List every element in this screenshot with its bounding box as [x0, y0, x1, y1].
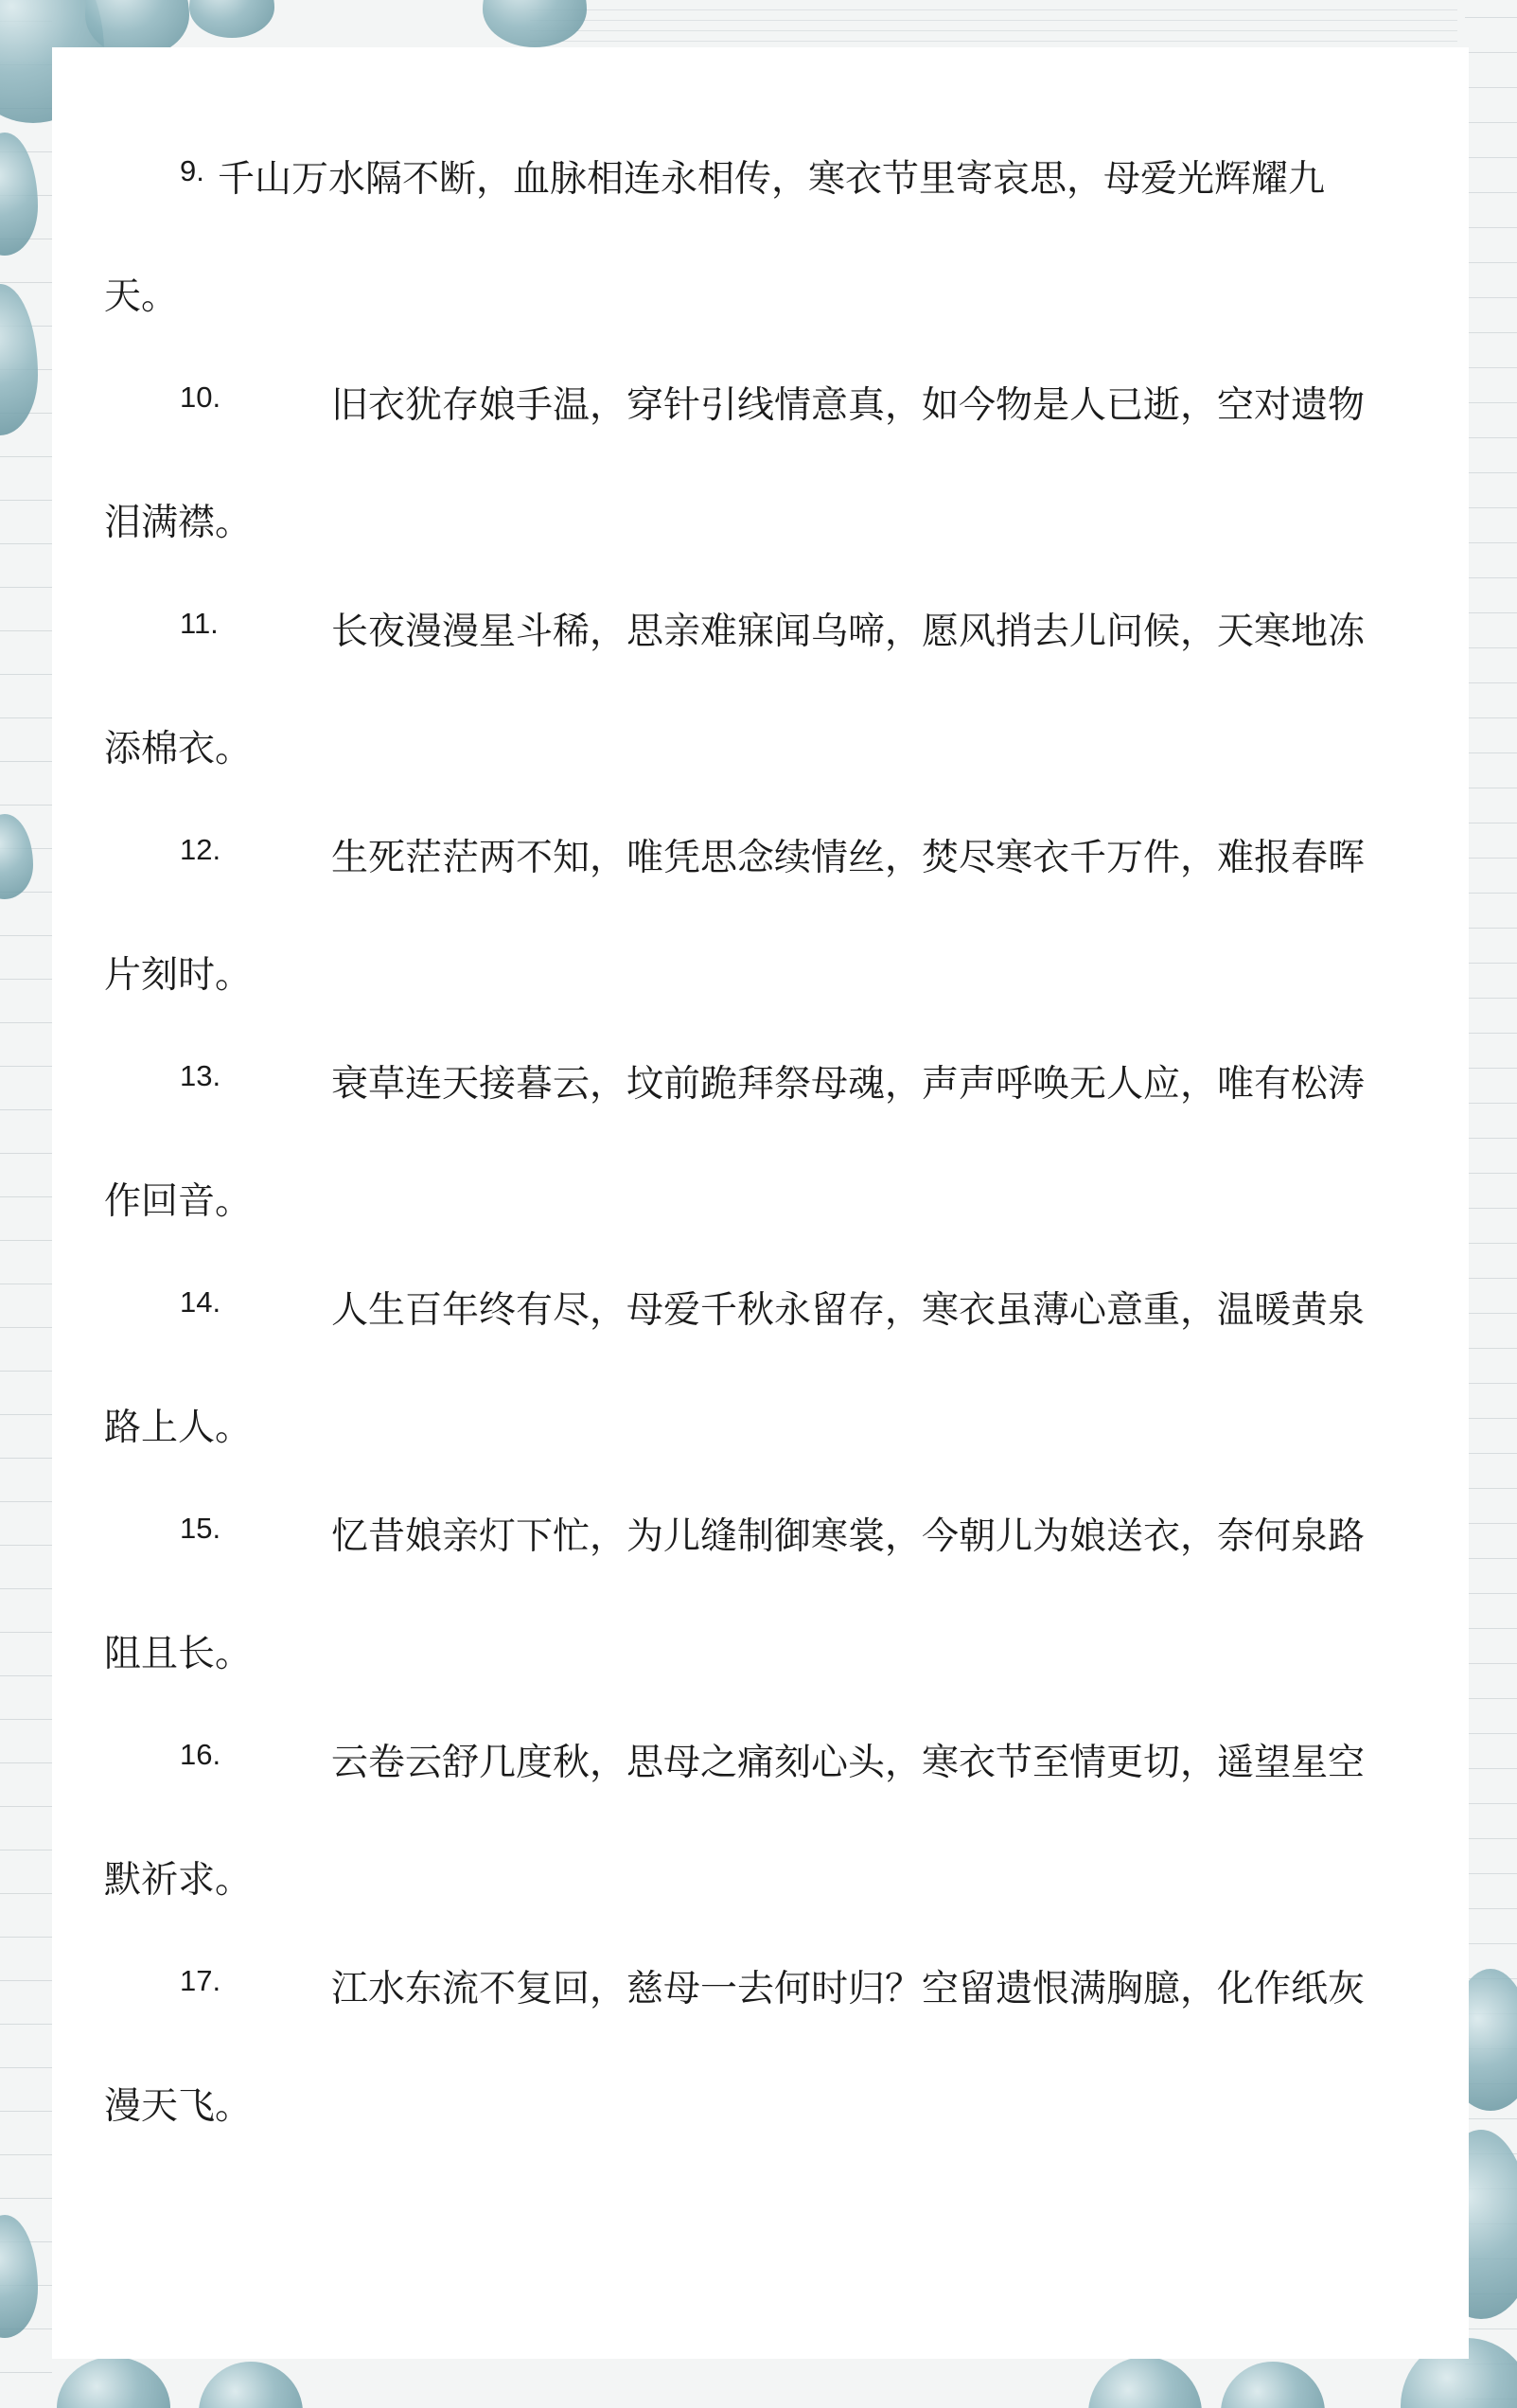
verse-line-continued: 添棉衣。: [104, 728, 253, 770]
verse-line-continued: 片刻时。: [104, 954, 253, 997]
verse-number: 9.: [180, 154, 204, 187]
verse-line-continued: 路上人。: [104, 1407, 253, 1449]
verse-line: 千山万水隔不断，血脉相连永相传，寒衣节里寄哀思，母爱光辉耀九: [218, 158, 1326, 201]
verse-line: 生死茫茫两不知，唯凭思念续情丝，焚尽寒衣千万件，难报春晖: [331, 837, 1366, 879]
verse-number: 14.: [180, 1285, 221, 1319]
verse-number: 15.: [180, 1512, 221, 1545]
verse-line-continued: 默祈求。: [104, 1859, 253, 1902]
verse-line-continued: 天。: [104, 275, 179, 318]
verse-line-continued: 阻且长。: [104, 1633, 253, 1675]
verse-number: 12.: [180, 833, 221, 866]
watercolor-drop: [1088, 2357, 1202, 2408]
top-text-texture: [530, 0, 1457, 47]
verse-number: 11.: [180, 607, 219, 640]
verse-line: 长夜漫漫星斗稀，思亲难寐闻乌啼，愿风捎去儿问候，天寒地冻: [331, 611, 1366, 653]
verse-number: 13.: [180, 1059, 221, 1092]
verse-line: 旧衣犹存娘手温，穿针引线情意真，如今物是人已逝，空对遗物: [331, 384, 1366, 427]
verse-line: 人生百年终有尽，母爱千秋永留存，寒衣虽薄心意重，温暖黄泉: [331, 1289, 1366, 1332]
watercolor-drop: [1221, 2362, 1325, 2408]
verse-line: 江水东流不复回，慈母一去何时归？空留遗恨满胸臆，化作纸灰: [331, 1968, 1366, 2010]
verse-line: 云卷云舒几度秋，思母之痛刻心头，寒衣节至情更切，遥望星空: [331, 1742, 1366, 1784]
verse-number: 10.: [180, 381, 221, 414]
watercolor-drop: [57, 2357, 170, 2408]
verse-line-continued: 作回音。: [104, 1180, 253, 1223]
verse-line: 衰草连天接暮云，坟前跪拜祭母魂，声声呼唤无人应，唯有松涛: [331, 1063, 1366, 1106]
verse-line-continued: 泪满襟。: [104, 502, 253, 544]
verse-number: 16.: [180, 1738, 221, 1771]
verse-line-continued: 漫天飞。: [104, 2085, 253, 2128]
watercolor-drop: [189, 0, 274, 38]
verse-line: 忆昔娘亲灯下忙，为儿缝制御寒裳，今朝儿为娘送衣，奈何泉路: [331, 1515, 1366, 1558]
paper-sheet: [52, 47, 1469, 2359]
verse-number: 17.: [180, 1964, 221, 1997]
watercolor-drop: [199, 2362, 303, 2408]
